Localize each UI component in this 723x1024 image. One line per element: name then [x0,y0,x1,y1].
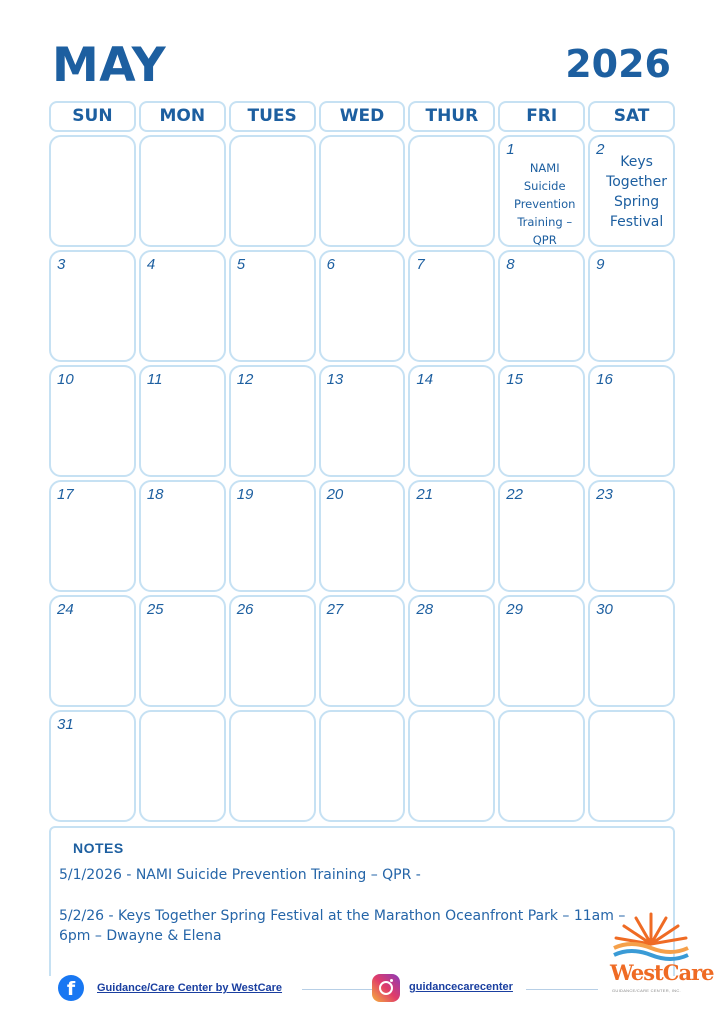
day-cell-6 [319,250,406,362]
day-cell-31 [49,710,136,822]
day-number: 8 [506,256,515,273]
day-number: 25 [146,601,164,618]
day-number: 30 [596,601,613,618]
day-cell-14 [408,365,495,477]
event-line: Prevention [513,197,576,211]
event-line: QPR [532,233,557,247]
day-number: 5 [236,256,246,273]
day-number: 1 [506,141,515,158]
notes-title: NOTES [73,840,124,856]
day-cell-empty [139,710,226,822]
day-number: 28 [416,601,434,618]
weekday-mon: MON [139,101,226,132]
day-number: 21 [416,486,434,503]
event-line: Together [606,174,668,190]
day-cell-16 [588,365,675,477]
instagram-icon[interactable] [372,974,400,1002]
weekday-thur: THUR [408,101,495,132]
day-cell-30 [588,595,675,707]
day-number: 20 [326,486,344,503]
day-number: 24 [57,601,74,618]
day-number: 11 [146,371,163,388]
day-number: 19 [236,486,254,503]
calendar-weeks [49,135,675,822]
day-cell-empty [498,710,585,822]
facebook-icon[interactable]: f [58,975,84,1001]
day-cell-11 [139,365,226,477]
day-cell-empty [319,710,406,822]
event-line: Keys [620,154,653,170]
westcare-logo-text: WestCare [610,960,714,985]
weekday-tues: TUES [229,101,316,132]
day-cell-empty [49,135,136,247]
event-nami-training [510,159,579,249]
day-cell-8 [498,250,585,362]
day-cell-1 [498,135,585,247]
month-title: MAY [52,38,167,93]
day-cell-18 [139,480,226,592]
day-number: 23 [596,486,613,503]
day-cell-26 [229,595,316,707]
day-cell-10 [49,365,136,477]
day-cell-3 [49,250,136,362]
day-number: 3 [57,256,66,273]
day-number: 18 [146,486,164,503]
day-cell-25 [139,595,226,707]
day-number: 29 [506,601,523,618]
day-number: 22 [506,486,523,503]
note-line-1: 5/1/2026 - NAMI Suicide Prevention Training – QPR - [59,867,421,883]
weekday-header-row [49,101,675,132]
calendar-grid [49,101,675,822]
weekday-fri: FRI [498,101,585,132]
day-number: 12 [236,371,254,388]
day-cell-2 [588,135,675,247]
day-cell-28 [408,595,495,707]
event-spring-festival [604,152,669,232]
weekday-sun: SUN [49,101,136,132]
instagram-link[interactable]: guidancecarecenter [409,981,513,993]
day-number: 27 [326,601,344,618]
day-cell-empty [319,135,406,247]
event-line: Festival [609,214,664,230]
day-number: 17 [57,486,74,503]
day-cell-13 [319,365,406,477]
day-number: 6 [326,256,335,273]
day-cell-4 [139,250,226,362]
day-number: 16 [596,371,613,388]
day-cell-24 [49,595,136,707]
day-number: 26 [236,601,254,618]
year-title: 2026 [565,42,671,86]
day-cell-5 [229,250,316,362]
day-cell-29 [498,595,585,707]
day-number: 4 [146,256,156,273]
event-line: NAMI [529,161,560,175]
day-cell-empty [139,135,226,247]
event-line: Training – [517,215,573,229]
day-cell-27 [319,595,406,707]
day-cell-19 [229,480,316,592]
day-number: 13 [326,371,344,388]
day-cell-empty [408,710,495,822]
westcare-logo-subtitle: GUIDANCE/CARE CENTER, INC. [612,988,681,993]
day-cell-7 [408,250,495,362]
day-cell-15 [498,365,585,477]
day-cell-empty [588,710,675,822]
event-line: Spring [613,194,660,210]
day-cell-9 [588,250,675,362]
day-number: 7 [416,256,425,273]
day-cell-12 [229,365,316,477]
note-line-2: 5/2/26 - Keys Together Spring Festival at the Marathon Oceanfront Park – 11am – 6pm – Dwayne & Elena [59,908,626,944]
footer-divider [526,989,598,990]
footer-divider [302,989,372,990]
notes-panel [49,826,675,976]
day-number: 10 [57,371,74,388]
day-cell-empty [229,710,316,822]
weekday-sat: SAT [588,101,675,132]
day-cell-empty [408,135,495,247]
day-number: 14 [416,371,434,388]
day-cell-22 [498,480,585,592]
weekday-wed: WED [319,101,406,132]
facebook-link[interactable]: Guidance/Care Center by WestCare [97,982,283,994]
day-cell-20 [319,480,406,592]
day-cell-17 [49,480,136,592]
day-cell-empty [229,135,316,247]
day-number: 31 [57,716,74,733]
event-line: Suicide [523,179,566,193]
day-number: 2 [596,141,605,158]
day-cell-21 [408,480,495,592]
day-cell-23 [588,480,675,592]
day-number: 9 [596,256,605,273]
day-number: 15 [506,371,523,388]
